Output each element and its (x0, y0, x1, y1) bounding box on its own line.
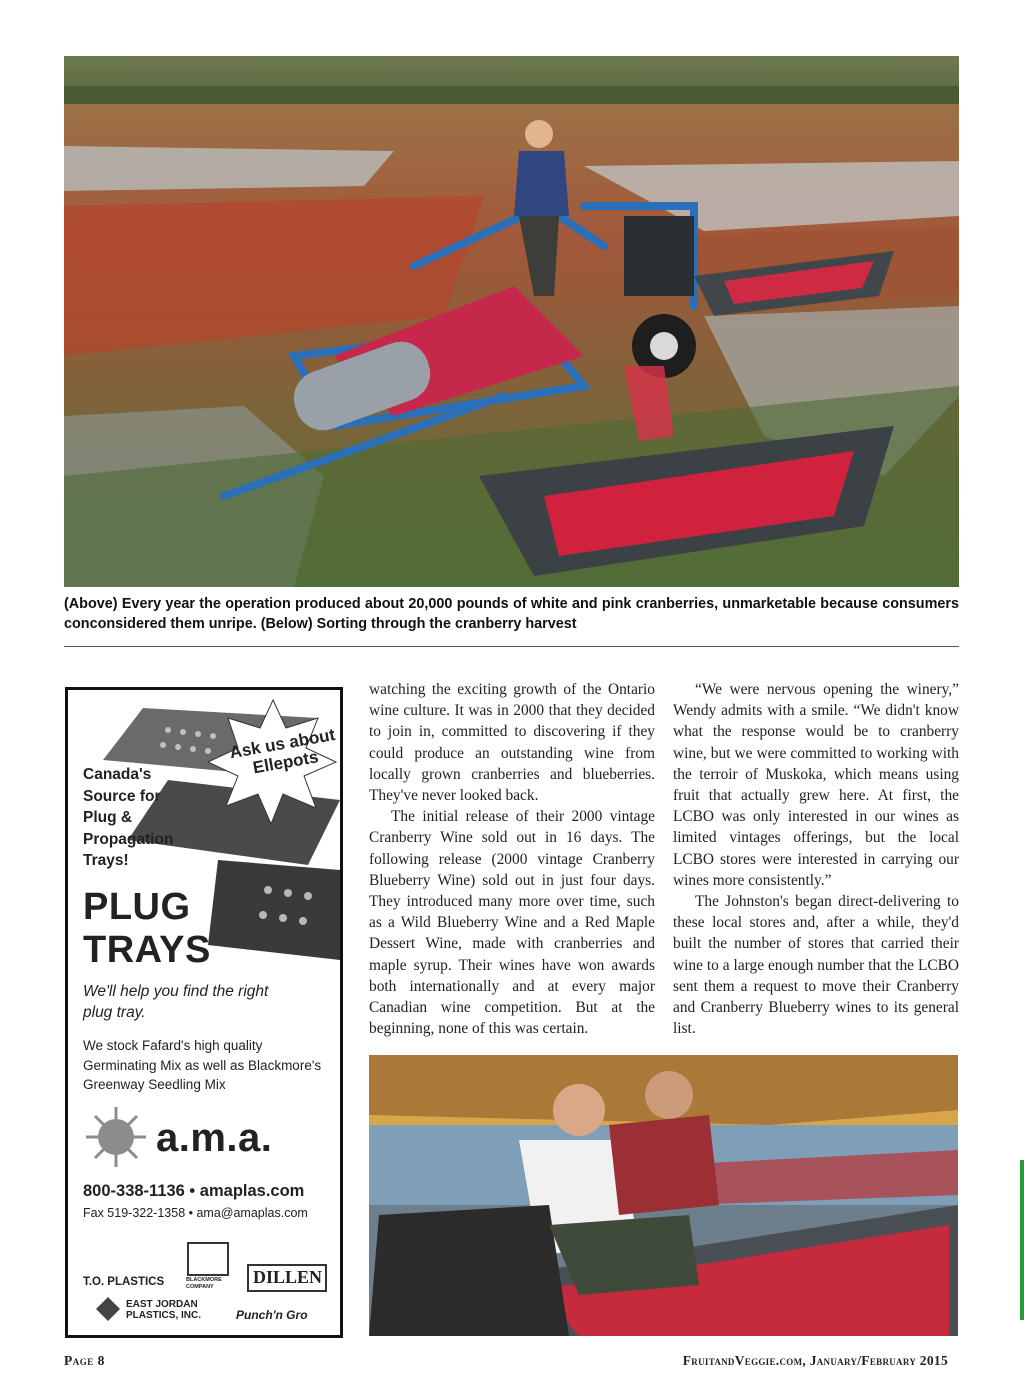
photo-caption: (Above) Every year the operation produced about 20,000 pounds of white and pink cranberries, unmarketable because consumers conconsidered them unripe. (Below) Sorting through the cranberry harvest (64, 596, 959, 632)
caption-divider (64, 646, 959, 647)
article-column-2 (673, 679, 959, 1039)
article-column-1 (369, 679, 655, 1039)
publication-info: FruitandVeggie.com, January/February 2015 (682, 1353, 948, 1368)
ad-phone-website[interactable]: 800-338-1136 • amaplas.com (83, 1182, 305, 1200)
to-plastics-logo: T.O. PLASTICS (83, 1276, 165, 1288)
ad-headline-line1: PLUG (83, 886, 191, 928)
page-number: Page 8 (64, 1353, 105, 1368)
ellepots-starburst: Ask us about Ellepots (228, 725, 337, 778)
ad-source-text: Canada's Source for Plug & Propagation Trays! (83, 766, 174, 869)
ad-headline (83, 886, 211, 972)
blackmore-logo: BLACKMORE COMPANY (186, 1277, 222, 1290)
ama-logo: a.m.a. (156, 1116, 273, 1160)
cranberry-sorting-photo (369, 1055, 958, 1336)
ad-stock-text: We stock Fafard's high quality Germinating Mix as well as Blackmore's Greenway Seedling Mix (83, 1038, 322, 1092)
article-paragraph: “We were nervous opening the winery,” Wendy admits with a smile. “We didn't know what the response would be to cranberry wine, but we were committed to working with the terroir of Muskoka, which means using fruit that actually grew here. At first, the LCBO was only interested in our wines as limited vintages offerings, but the local LCBO stores were interested in carrying our wines more consistently.” (673, 681, 959, 889)
plug-trays-advertisement[interactable] (65, 687, 343, 1338)
article-paragraph: The Johnston's began direct-delivering to these local stores and, after a while, they'd built the number of stores that carried their wine to a large enough number that the LCBO sent them a request to move their Cranberry and Cranberry Blueberry wines to its general list. (673, 893, 959, 1038)
ad-tagline: We'll help you find the right plug tray. (83, 983, 269, 1021)
dillen-logo: DILLEN (253, 1267, 323, 1287)
article-paragraph: watching the exciting growth of the Ontario wine culture. It was in 2000 that they decided to join in, committed to discovering if they could produce an outstanding wine from locally grown cranberries and blueberries. They've never looked back. (369, 681, 655, 805)
article-paragraph: The initial release of their 2000 vintage Cranberry Wine sold out in 16 days. The following release (2000 vintage Cranberry Blueberry Wine) sold out in just four days. They introduced many more over time, such as a Wild Blueberry Wine and a Red Maple Dessert Wine, made with cranberries and maple syrup. Their wines have won awards both internationally and at every major Canadian wine competition. But at the beginning, none of this was certain. (369, 808, 655, 1038)
east-jordan-logo: EAST JORDAN PLASTICS, INC. (126, 1299, 202, 1321)
ad-headline-line2: TRAYS (83, 929, 211, 971)
punch-n-gro-logo: Punch'n Gro (236, 1308, 308, 1322)
cranberry-harvester-photo (64, 56, 959, 587)
ad-fax-email[interactable]: Fax 519-322-1358 • ama@amaplas.com (83, 1206, 308, 1220)
side-accent-bar (1020, 1160, 1024, 1320)
